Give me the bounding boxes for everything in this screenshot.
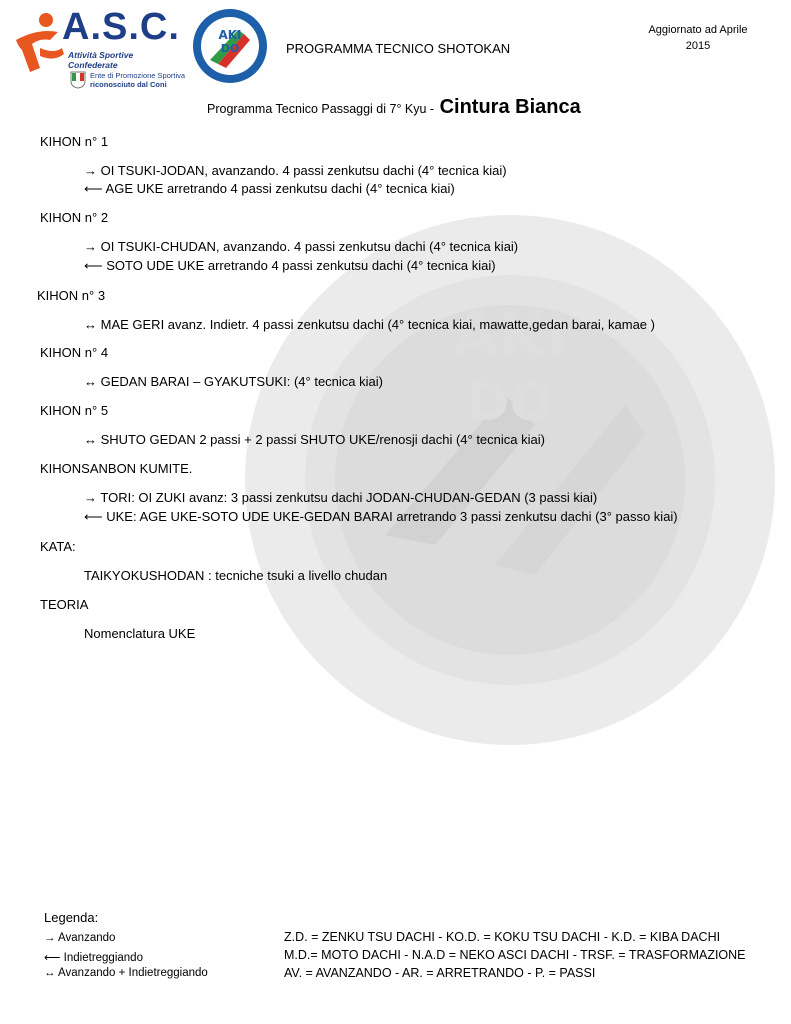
asc-ente-line2: riconosciuto dal Coni: [90, 80, 167, 89]
section-heading-kihon-5: KIHON n° 5: [40, 403, 109, 418]
section-heading-kata: KATA:: [40, 539, 76, 554]
section-heading-kihon-4: KIHON n° 4: [40, 345, 109, 360]
asc-logo-subtitle: Attività Sportive Confederate: [68, 50, 134, 70]
svg-text:AKI: AKI: [452, 300, 568, 370]
kumite-item-2: ⟵ UKE: AGE UKE-SOTO UDE UKE-GEDAN BARAI arretrando 3 passi zenkutsu dachi (3° passo kiai): [84, 509, 678, 524]
svg-text:DO: DO: [466, 373, 554, 433]
kihon-2-item-2: ⟵ SOTO UDE UKE arretrando 4 passi zenkutsu dachi (4° tecnica kiai): [84, 258, 496, 273]
updated-line1: Aggiornato ad Aprile: [648, 24, 748, 36]
kihon-1-item-2: ⟵ AGE UKE arretrando 4 passi zenkutsu dachi (4° tecnica kiai): [84, 181, 455, 196]
legend-left-2: ⟵ Indietreggiando: [44, 952, 143, 964]
asc-ente-line1: Ente di Promozione Sportiva: [90, 71, 186, 80]
legend-right-3: AV. = AVANZANDO - AR. = ARRETRANDO - P. = PASSI: [284, 966, 596, 980]
legend-title: Legenda:: [44, 910, 99, 925]
subtitle-prefix: Programma Tecnico Passaggi di 7° Kyu -: [207, 102, 435, 116]
updated-line2: 2015: [685, 40, 711, 52]
akido-logo-line2: DO: [220, 42, 240, 55]
akido-watermark-emblem: [235, 205, 785, 755]
kihon-4-item-1: ↔ GEDAN BARAI – GYAKUTSUKI: (4° tecnica kiai): [84, 374, 383, 389]
belt-name: Cintura Bianca: [439, 96, 581, 118]
akido-emblem-icon: [192, 8, 268, 84]
akido-logo: [192, 8, 268, 84]
section-heading-teoria: TEORIA: [40, 597, 89, 612]
page-title: PROGRAMMA TECNICO SHOTOKAN: [286, 41, 511, 56]
section-heading-kihon-3: KIHON n° 3: [37, 288, 106, 303]
akido-logo-line1: AKI: [218, 28, 242, 42]
section-heading-kihon-2: KIHON n° 2: [40, 210, 109, 225]
kihon-3-item-1: ↔ MAE GERI avanz. Indietr. 4 passi zenkutsu dachi (4° tecnica kiai, mawatte,gedan barai, kamae ): [84, 317, 655, 332]
legend-right-1: Z.D. = ZENKU TSU DACHI - KO.D. = KOKU TSU DACHI - K.D. = KIBA DACHI: [284, 930, 721, 944]
program-subtitle: [207, 96, 581, 119]
asc-logo: [10, 8, 185, 90]
section-heading-kumite: KIHONSANBON KUMITE.: [40, 461, 193, 476]
updated-date: [643, 22, 753, 54]
kihon-1-item-1: → OI TSUKI-JODAN, avanzando. 4 passi zenkutsu dachi (4° tecnica kiai): [84, 163, 507, 178]
legend-right-2: M.D.= MOTO DACHI - N.A.D = NEKO ASCI DACHI - TRSF. = TRASFORMAZIONE: [284, 948, 746, 962]
asc-ente-text: [90, 71, 185, 89]
teoria-item-1: Nomenclatura UKE: [84, 626, 196, 641]
kihon-2-item-1: → OI TSUKI-CHUDAN, avanzando. 4 passi zenkutsu dachi (4° tecnica kiai): [84, 239, 519, 254]
coni-shield-icon: [70, 71, 86, 89]
kihon-5-item-1: ↔ SHUTO GEDAN 2 passi + 2 passi SHUTO UKE/renosji dachi (4° tecnica kiai): [84, 432, 545, 447]
asc-logo-text: A.S.C.: [62, 6, 180, 48]
asc-runner-icon: [10, 10, 70, 80]
section-heading-kihon-1: KIHON n° 1: [40, 134, 109, 149]
kata-item-1: TAIKYOKUSHODAN : tecniche tsuki a livello chudan: [84, 568, 388, 583]
legend-left-3: ↔ Avanzando + Indietreggiando: [44, 967, 208, 979]
kumite-item-1: → TORI: OI ZUKI avanz: 3 passi zenkutsu dachi JODAN-CHUDAN-GEDAN (3 passi kiai): [84, 490, 598, 505]
legend-left-1: → Avanzando: [44, 932, 116, 944]
